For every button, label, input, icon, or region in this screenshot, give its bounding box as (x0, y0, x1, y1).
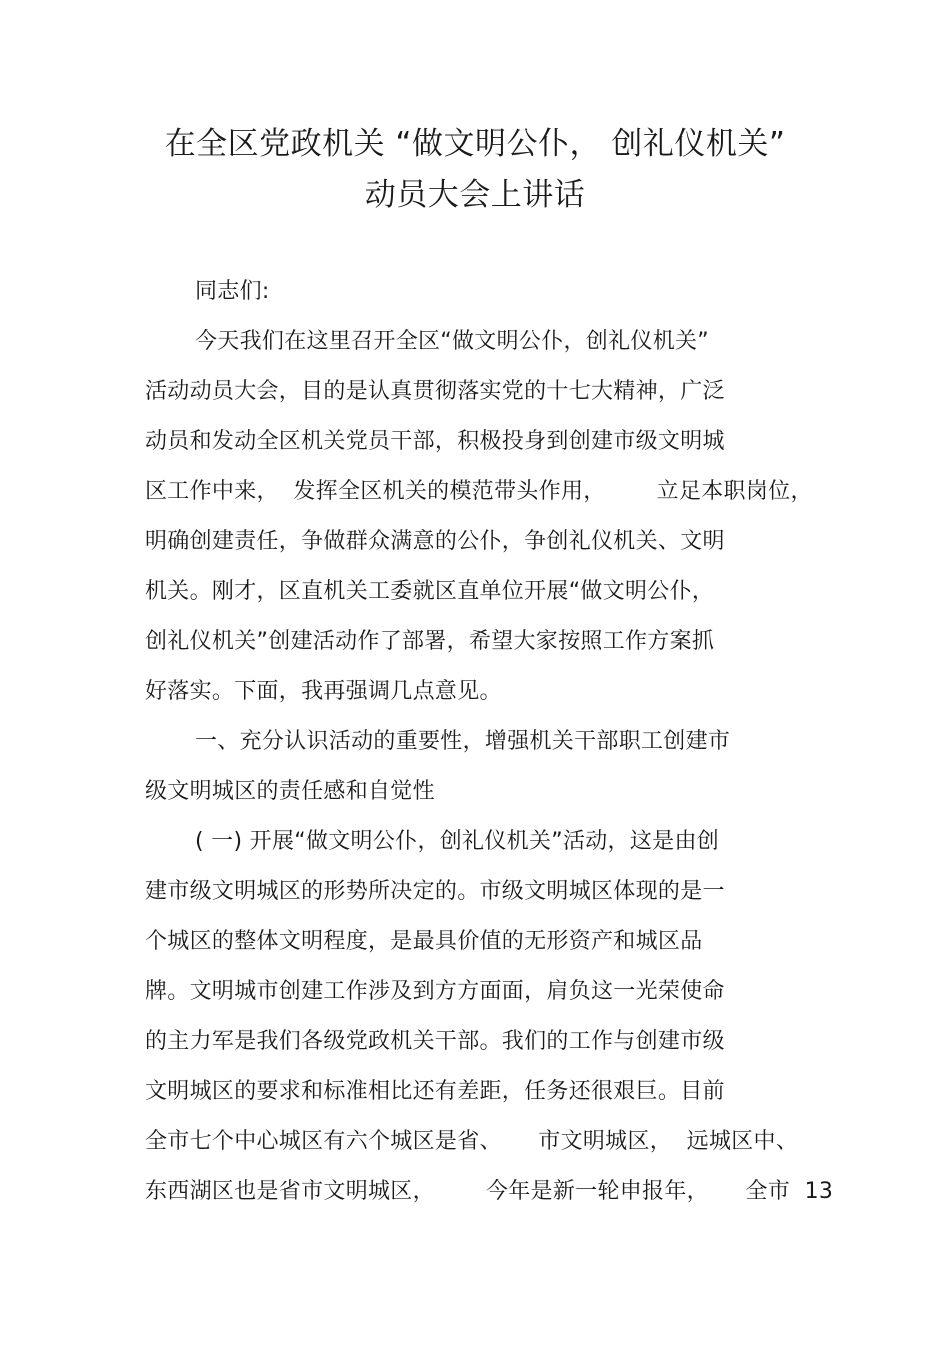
paragraph-line: 好落实。下面，我再强调几点意见。 (145, 679, 502, 704)
paragraph-line: 动员和发动全区机关党员干部，积极投身到创建市级文明城 (145, 429, 725, 454)
paragraph-line: 个城区的整体文明程度，是最具价值的无形资产和城区品 (145, 929, 703, 954)
paragraph-line: 建市级文明城区的形势所决定的。市级文明城区体现的是一 (145, 879, 725, 904)
salutation: 同志们: (195, 279, 270, 304)
paragraph-line: 创礼仪机关”创建活动作了部署，希望大家按照工作方案抓 (145, 629, 715, 654)
paragraph-line: 明确创建责任，争做群众满意的公仆，争创礼仪机关、文明 (145, 529, 725, 554)
paragraph-line: 活动动员大会，目的是认真贯彻落实党的十七大精神，广泛 (145, 379, 725, 404)
paragraph-line: 文明城区的要求和标准相比还有差距，任务还很艰巨。目前 (145, 1079, 725, 1104)
paragraph-line: 全市七个中心城区有六个城区是省、 市文明城区， 远城区中、 (145, 1129, 799, 1154)
document-title-line-2: 动员大会上讲话 (364, 177, 586, 213)
section-heading-line: 级文明城区的责任感和自觉性 (145, 779, 435, 804)
document-title-line-1: 在全区党政机关 “做文明公仆， 创礼仪机关” (164, 126, 786, 162)
section-heading-line: 一、充分认识活动的重要性，增强机关干部职工创建市 (195, 729, 731, 754)
paragraph-line: 区工作中来， 发挥全区机关的模范带头作用， 立足本职岗位， (145, 479, 813, 504)
paragraph-line: 的主力军是我们各级党政机关干部。我们的工作与创建市级 (145, 1029, 725, 1054)
paragraph-line: 东西湖区也是省市文明城区， 今年是新一轮申报年， 全市 13 (145, 1179, 834, 1204)
paragraph-line: 牌。文明城市创建工作涉及到方方面面，肩负这一光荣使命 (145, 979, 725, 1004)
paragraph-line: 机关。刚才，区直机关工委就区直单位开展“做文明公仆， (145, 579, 715, 604)
paragraph-line: ( 一) 开展“做文明公仆，创礼仪机关”活动，这是由创 (195, 829, 720, 854)
paragraph-line: 今天我们在这里召开全区“做文明公仆，创礼仪机关” (195, 329, 709, 354)
